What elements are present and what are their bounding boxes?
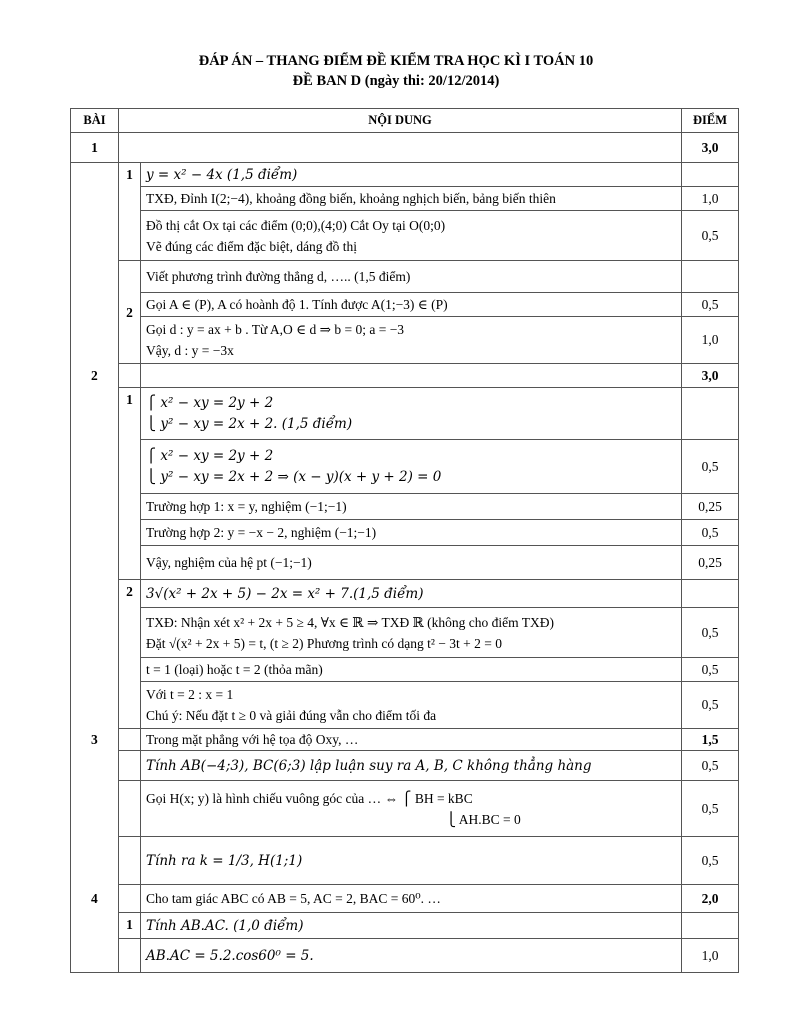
score: 0,5: [682, 520, 739, 546]
document-title: ĐÁP ÁN – THANG ĐIỂM ĐỀ KIỂM TRA HỌC KÌ I TOÁN 10: [198, 53, 594, 69]
table-row: [71, 781, 739, 837]
score: 0,5: [682, 837, 739, 885]
sub-number: 1: [119, 388, 141, 580]
content-cell: Gọi H(x; y) là hình chiếu vuông góc của … ⇔ ⎧ BH = kBC ⎩ AH.BC = 0: [141, 781, 682, 837]
table-row: [71, 388, 739, 440]
table-row: [71, 546, 739, 580]
sub-number: 1: [119, 913, 141, 939]
content-cell: Viết phương trình đường thẳng d, ….. (1,5 điểm): [141, 261, 682, 293]
score: 0,25: [682, 546, 739, 580]
table-row: [71, 364, 739, 388]
content-cell: Tính AB.AC. (1,0 điểm): [141, 913, 682, 939]
score: 1,0: [682, 187, 739, 211]
bai-number: 3: [71, 729, 93, 751]
sub-number: 2: [119, 580, 141, 729]
table-row: [71, 494, 739, 520]
score: 0,5: [682, 658, 739, 682]
table-row: [71, 608, 739, 658]
content-cell: Tính ra k = 1/3, H(1;1): [141, 837, 682, 885]
content-cell: Vậy, nghiệm của hệ pt (−1;−1): [141, 546, 682, 580]
header-diem: ĐIỂM: [682, 109, 739, 133]
score: 0,5: [682, 682, 739, 729]
bai-number: 4: [71, 885, 93, 913]
content-cell: y = x² − 4x (1,5 điểm): [141, 163, 682, 187]
score: 0,5: [682, 293, 739, 317]
score: 0,5: [682, 440, 739, 494]
table-row: [71, 751, 739, 781]
table-row: [71, 163, 739, 187]
table-row: [71, 133, 739, 163]
bai-number: 1: [71, 133, 119, 163]
content-cell: Đồ thị cắt Ox tại các điểm (0;0),(4;0) Cắt Oy tại O(0;0) Vẽ đúng các điểm đặc biệt, dáng đồ thị: [141, 211, 682, 261]
content-cell: Trường hợp 1: x = y, nghiệm (−1;−1): [141, 494, 682, 520]
score: 1,5: [682, 729, 739, 751]
table-row: [71, 580, 739, 608]
score: 1,0: [682, 317, 739, 364]
table-row: [71, 837, 739, 885]
content-cell: TXĐ: Nhận xét x² + 2x + 5 ≥ 4, ∀x ∈ ℝ ⇒ TXĐ ℝ (không cho điểm TXĐ) Đặt √(x² + 2x + 5) = t, (t ≥ 2) Phương trình có dạng t² − 3t + 2 = 0: [141, 608, 682, 658]
table-row: [71, 187, 739, 211]
sub-number: 1: [119, 163, 141, 261]
content-cell: AB.AC = 5.2.cos60⁰ = 5.: [141, 939, 682, 973]
content-cell: Tính AB(−4;3), BC(6;3) lập luận suy ra A, B, C không thẳng hàng: [141, 751, 682, 781]
score: 3,0: [682, 133, 739, 163]
content-cell: Trường hợp 2: y = −x − 2, nghiệm (−1;−1): [141, 520, 682, 546]
content-cell: Gọi d : y = ax + b . Từ A,O ∈ d ⇒ b = 0; a = −3 Vậy, d : y = −3x: [141, 317, 682, 364]
content-cell: ⎧ x² − xy = 2y + 2 ⎩ y² − xy = 2x + 2 ⇒ (x − y)(x + y + 2) = 0: [141, 440, 682, 494]
content-cell: ⎧ x² − xy = 2y + 2 ⎩ y² − xy = 2x + 2. (1,5 điểm): [141, 388, 682, 440]
score: 2,0: [682, 885, 739, 913]
score: 0,5: [682, 608, 739, 658]
score: 1,0: [682, 939, 739, 973]
header-row: [71, 109, 739, 133]
content-cell: 3√(x² + 2x + 5) − 2x = x² + 7.(1,5 điểm): [141, 580, 682, 608]
table-row: [71, 293, 739, 317]
table-row: [71, 440, 739, 494]
content-cell: Gọi A ∈ (P), A có hoành độ 1. Tính được A(1;−3) ∈ (P): [141, 293, 682, 317]
document-subtitle: ĐỀ BAN D (ngày thi: 20/12/2014): [292, 73, 500, 89]
table-row: [71, 729, 739, 751]
table-row: [71, 913, 739, 939]
table-row: [71, 682, 739, 729]
score: 0,5: [682, 781, 739, 837]
content-cell: t = 1 (loại) hoặc t = 2 (thỏa mãn): [141, 658, 682, 682]
table-row: [71, 939, 739, 973]
score: 0,25: [682, 494, 739, 520]
score: 3,0: [682, 364, 739, 388]
table-row: [71, 317, 739, 364]
score: 0,5: [682, 211, 739, 261]
header-noi-dung: NỘI DUNG: [119, 109, 682, 133]
content-cell: Trong mặt phẳng với hệ tọa độ Oxy, …: [141, 729, 682, 751]
bai-number: 2: [71, 364, 93, 388]
table-row: [71, 520, 739, 546]
score: 0,5: [682, 751, 739, 781]
answer-table: [70, 108, 739, 973]
table-row: [71, 658, 739, 682]
content-cell: TXĐ, Đỉnh I(2;−4), khoảng đồng biến, khoảng nghịch biến, bảng biến thiên: [141, 187, 682, 211]
table-row: [71, 261, 739, 293]
content-cell: Cho tam giác ABC có AB = 5, AC = 2, BAC = 60⁰. …: [141, 885, 682, 913]
header-bai: BÀI: [71, 109, 119, 133]
content-cell: Với t = 2 : x = 1 Chú ý: Nếu đặt t ≥ 0 và giải đúng vẫn cho điểm tối đa: [141, 682, 682, 729]
table-row: [71, 211, 739, 261]
sub-number: 2: [119, 261, 141, 364]
table-row: [71, 885, 739, 913]
